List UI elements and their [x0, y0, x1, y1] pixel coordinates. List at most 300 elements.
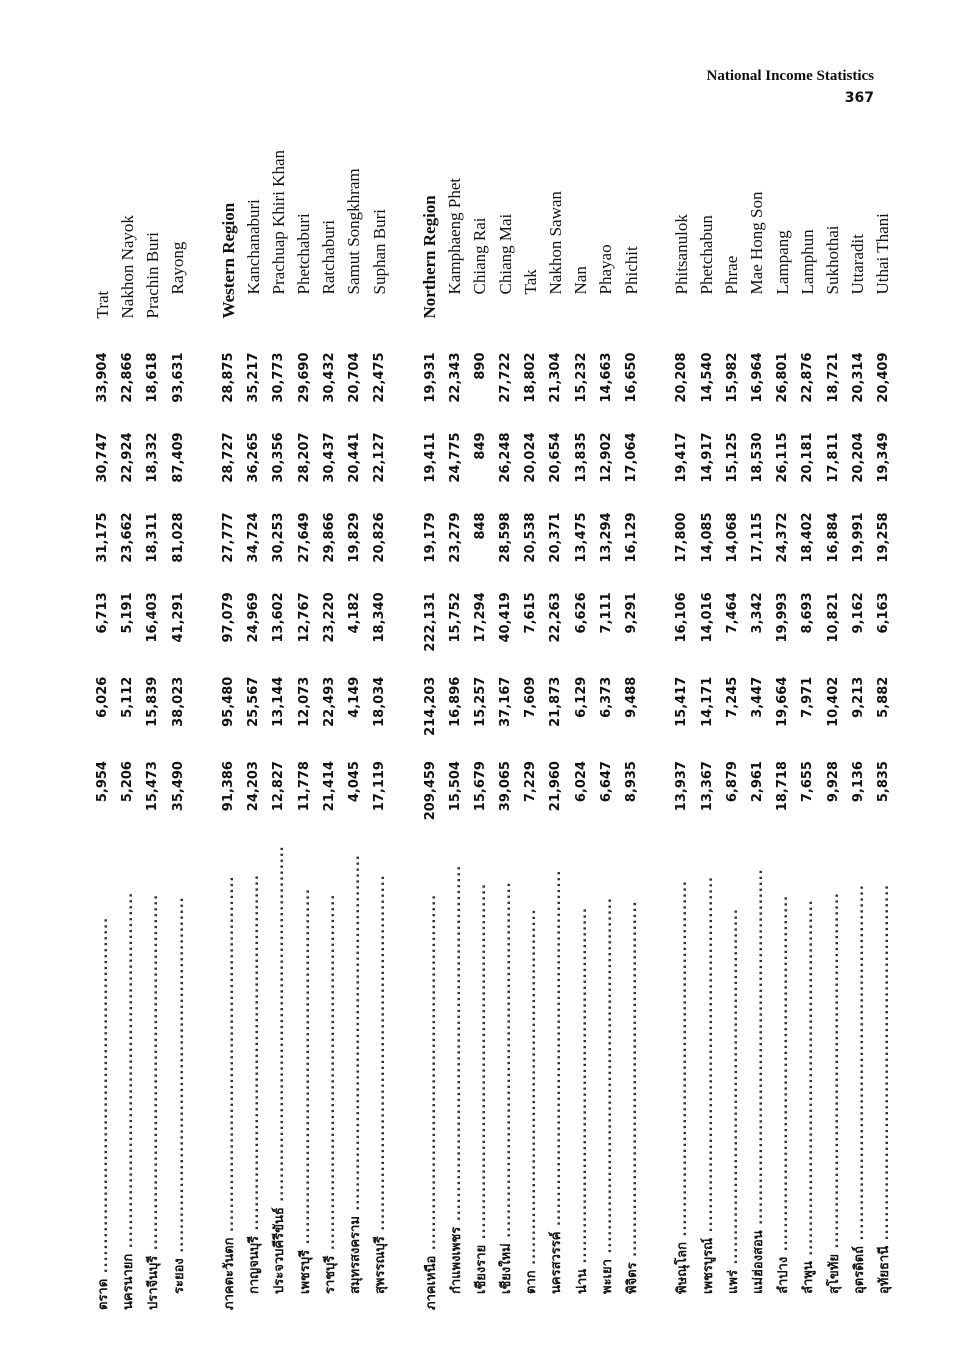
- thai-label: ภาคเหนือ: [423, 1255, 439, 1310]
- value-cell: 20,181: [800, 432, 816, 483]
- value-cell: 13,294: [598, 512, 614, 563]
- leader-dots: ............................................................: [272, 845, 288, 1208]
- english-label: Phichit: [621, 246, 641, 295]
- value-cell: 97,079: [221, 592, 237, 643]
- value-cell: 20,409: [875, 352, 891, 403]
- leader-dots: ............................................................: [247, 874, 263, 1236]
- value-cell: 18,802: [523, 352, 539, 403]
- leader-dots: ............................................................: [373, 874, 389, 1237]
- value-cell: 39,065: [498, 761, 514, 812]
- value-cell: 93,631: [170, 352, 186, 403]
- value-cell: 28,727: [221, 432, 237, 483]
- value-cell: 28,875: [221, 352, 237, 403]
- spacer-cell: [191, 150, 216, 1310]
- value-cell: 26,248: [498, 432, 514, 483]
- leader-dots: ............................................................: [121, 891, 137, 1254]
- leader-dots: ............................................................: [851, 884, 867, 1246]
- value-cell: 17,811: [825, 432, 841, 483]
- value-cell: 19,179: [422, 512, 438, 563]
- thai-label-cell: [115, 845, 140, 1310]
- value-cell: 87,409: [170, 432, 186, 483]
- english-label: Phetchabun: [697, 215, 717, 295]
- thai-label: แพร่: [725, 1270, 741, 1294]
- value-cell: 20,024: [523, 432, 539, 483]
- leader-dots: ............................................................: [876, 884, 892, 1246]
- value-cell: 4,045: [346, 761, 362, 803]
- value-cell: 29,690: [296, 352, 312, 403]
- value-cell: 7,615: [523, 592, 539, 634]
- value-cell: 6,626: [573, 592, 589, 634]
- value-cell: 17,294: [472, 592, 488, 643]
- value-cell: 28,207: [296, 432, 312, 483]
- table-row: [443, 150, 468, 1310]
- value-cell: 13,144: [271, 676, 287, 727]
- thai-label: ภาคตะวันตก: [222, 1237, 238, 1310]
- value-cell: 7,609: [523, 676, 539, 718]
- thai-label: ตราด: [96, 1278, 112, 1310]
- thai-label: ลำปาง: [776, 1256, 792, 1294]
- table-row: [367, 150, 392, 1310]
- value-cell: 16,964: [749, 352, 765, 403]
- thai-label: นครนายก: [121, 1253, 137, 1310]
- value-cell: 23,279: [447, 512, 463, 563]
- value-cell: 28,598: [498, 512, 514, 563]
- page-header: [707, 66, 875, 110]
- thai-label: อุตรดิตถ์: [851, 1246, 867, 1294]
- row-spacer: [191, 150, 216, 1310]
- table-row: [543, 150, 568, 1310]
- value-cell: 5,191: [120, 592, 136, 634]
- thai-label-cell: [468, 845, 493, 1310]
- table-row: [720, 150, 745, 1310]
- table-row: [745, 150, 770, 1310]
- value-cell: 19,258: [875, 512, 891, 563]
- english-label: Phayao: [596, 244, 616, 295]
- thai-label-cell: [569, 845, 594, 1310]
- value-cell: 21,414: [321, 761, 337, 812]
- thai-label-cell: [417, 845, 442, 1310]
- value-cell: 5,882: [875, 676, 891, 718]
- value-cell: 15,839: [145, 676, 161, 727]
- value-cell: 36,265: [246, 432, 262, 483]
- value-cell: 13,475: [573, 512, 589, 563]
- leader-dots: ............................................................: [473, 883, 489, 1245]
- thai-label: ปราจีนบุรี: [146, 1255, 162, 1310]
- value-cell: 13,835: [573, 432, 589, 483]
- table-row: [493, 150, 518, 1310]
- value-cell: 18,530: [749, 432, 765, 483]
- leader-dots: ............................................................: [96, 916, 112, 1279]
- value-cell: 20,371: [548, 512, 564, 563]
- value-cell: 31,175: [95, 512, 111, 563]
- value-cell: 9,162: [850, 592, 866, 634]
- thai-label: เพชรบุรี: [297, 1249, 313, 1294]
- leader-dots: ............................................................: [574, 907, 590, 1269]
- thai-label: สุพรรณบุรี: [373, 1236, 389, 1294]
- value-cell: 18,618: [145, 352, 161, 403]
- thai-label-cell: [241, 845, 266, 1310]
- english-label: Phetchaburi: [294, 213, 314, 295]
- value-cell: 37,167: [498, 676, 514, 727]
- row-spacer: [644, 150, 669, 1310]
- value-cell: 23,220: [321, 592, 337, 643]
- value-cell: 22,876: [800, 352, 816, 403]
- leader-dots: ............................................................: [347, 854, 363, 1217]
- thai-label-cell: [720, 845, 745, 1310]
- value-cell: 30,773: [271, 352, 287, 403]
- thai-label-cell: [795, 845, 820, 1310]
- english-label: Nan: [571, 266, 591, 295]
- value-cell: 15,473: [145, 761, 161, 812]
- value-cell: 22,343: [447, 352, 463, 403]
- thai-label: ราชบุรี: [322, 1255, 338, 1294]
- table-row: [820, 150, 845, 1310]
- value-cell: 15,232: [573, 352, 589, 403]
- thai-label-cell: [266, 845, 291, 1310]
- value-cell: 214,203: [422, 676, 438, 736]
- thai-label-cell: [745, 845, 770, 1310]
- value-cell: 18,311: [145, 512, 161, 563]
- value-cell: 849: [472, 432, 488, 460]
- thai-label-cell: [518, 845, 543, 1310]
- thai-label: น่าน: [574, 1268, 590, 1294]
- thai-label-cell: [619, 845, 644, 1310]
- value-cell: 24,372: [775, 512, 791, 563]
- value-cell: 9,928: [825, 761, 841, 803]
- table-row: [468, 150, 493, 1310]
- value-cell: 14,171: [699, 676, 715, 727]
- thai-label-cell: [695, 845, 720, 1310]
- thai-label: เชียงราย: [473, 1244, 489, 1294]
- thai-label-cell: [292, 845, 317, 1310]
- value-cell: 20,826: [372, 512, 388, 563]
- value-cell: 30,432: [321, 352, 337, 403]
- rotated-table-container: [90, 150, 893, 1310]
- english-label: Lampang: [772, 230, 792, 295]
- value-cell: 6,024: [573, 761, 589, 803]
- thai-label: พิจิตร: [625, 1262, 641, 1294]
- value-cell: 17,119: [372, 761, 388, 812]
- thai-label: สมุทรสงคราม: [347, 1216, 363, 1294]
- english-label: Uthai Thani: [873, 213, 893, 295]
- value-cell: 18,718: [775, 761, 791, 812]
- value-cell: 20,208: [674, 352, 690, 403]
- value-cell: 4,149: [346, 676, 362, 718]
- value-cell: 6,879: [724, 761, 740, 803]
- value-cell: 3,447: [749, 676, 765, 718]
- value-cell: 15,982: [724, 352, 740, 403]
- value-cell: 19,664: [775, 676, 791, 727]
- value-cell: 6,163: [875, 592, 891, 634]
- value-cell: 34,724: [246, 512, 262, 563]
- english-label: Lamphun: [797, 229, 817, 295]
- value-cell: 16,403: [145, 592, 161, 643]
- english-label: Prachin Buri: [142, 232, 162, 319]
- value-cell: 30,747: [95, 432, 111, 483]
- value-cell: 13,937: [674, 761, 690, 812]
- value-cell: 6,647: [598, 761, 614, 803]
- thai-label-cell: [342, 845, 367, 1310]
- value-cell: 29,866: [321, 512, 337, 563]
- thai-label-cell: [871, 845, 896, 1310]
- value-cell: 6,713: [95, 592, 111, 634]
- value-cell: 13,367: [699, 761, 715, 812]
- value-cell: 8,935: [624, 761, 640, 803]
- value-cell: 19,931: [422, 352, 438, 403]
- value-cell: 16,884: [825, 512, 841, 563]
- leader-dots: ............................................................: [599, 897, 615, 1260]
- table-row: [241, 150, 266, 1310]
- leader-dots: ............................................................: [171, 896, 187, 1259]
- value-cell: 13,602: [271, 592, 287, 643]
- leader-dots: ............................................................: [524, 908, 540, 1271]
- value-cell: 209,459: [422, 761, 438, 821]
- value-cell: 5,206: [120, 761, 136, 803]
- leader-dots: ............................................................: [146, 893, 162, 1256]
- value-cell: 6,129: [573, 676, 589, 718]
- english-label: Prachuap Khiri Khan: [268, 150, 288, 295]
- thai-label: เชียงใหม่: [499, 1243, 515, 1294]
- thai-label: พะเยา: [599, 1259, 615, 1294]
- table-row: [619, 150, 644, 1310]
- thai-label-cell: [846, 845, 871, 1310]
- value-cell: 22,127: [372, 432, 388, 483]
- value-cell: 9,213: [850, 676, 866, 718]
- thai-label: ประจวบคีรีขันธ์: [272, 1207, 288, 1294]
- value-cell: 17,115: [749, 512, 765, 563]
- thai-label: นครสวรรค์: [549, 1231, 565, 1294]
- table-row: [569, 150, 594, 1310]
- region-row: [216, 150, 241, 1310]
- table-row: [166, 150, 191, 1310]
- value-cell: 15,752: [447, 592, 463, 643]
- thai-label-cell: [543, 845, 568, 1310]
- leader-dots: ............................................................: [700, 876, 716, 1238]
- value-cell: 20,704: [346, 352, 362, 403]
- value-cell: 22,263: [548, 592, 564, 643]
- leader-dots: ............................................................: [549, 869, 565, 1232]
- value-cell: 12,073: [296, 676, 312, 727]
- leader-dots: ............................................................: [625, 900, 641, 1263]
- thai-label-cell: [317, 845, 342, 1310]
- table-row: [342, 150, 367, 1310]
- value-cell: 19,829: [346, 512, 362, 563]
- value-cell: 18,332: [145, 432, 161, 483]
- value-cell: 15,417: [674, 676, 690, 727]
- english-label: Western Region: [218, 202, 238, 319]
- english-label: Ratchaburi: [319, 219, 339, 295]
- english-label: Chiang Mai: [495, 213, 515, 295]
- value-cell: 7,245: [724, 676, 740, 718]
- value-cell: 26,115: [775, 432, 791, 483]
- leader-dots: ............................................................: [776, 894, 792, 1257]
- value-cell: 20,204: [850, 432, 866, 483]
- value-cell: 890: [472, 352, 488, 380]
- value-cell: 26,801: [775, 352, 791, 403]
- thai-label: กำแพงเพชร: [448, 1226, 464, 1294]
- value-cell: 15,504: [447, 761, 463, 812]
- leader-dots: ............................................................: [801, 899, 817, 1262]
- value-cell: 30,437: [321, 432, 337, 483]
- value-cell: 9,136: [850, 761, 866, 803]
- leader-dots: ............................................................: [297, 888, 313, 1250]
- table-row: [292, 150, 317, 1310]
- thai-label: พิษณุโลก: [675, 1241, 691, 1294]
- value-cell: 91,386: [221, 761, 237, 812]
- leader-dots: ............................................................: [423, 893, 439, 1256]
- value-cell: 7,655: [800, 761, 816, 803]
- value-cell: 24,203: [246, 761, 262, 812]
- value-cell: 14,540: [699, 352, 715, 403]
- thai-label-cell: [820, 845, 845, 1310]
- value-cell: 14,016: [699, 592, 715, 643]
- value-cell: 4,182: [346, 592, 362, 634]
- table-row: [846, 150, 871, 1310]
- value-cell: 25,567: [246, 676, 262, 727]
- value-cell: 14,917: [699, 432, 715, 483]
- english-label: Samut Songkhram: [344, 168, 364, 295]
- value-cell: 16,896: [447, 676, 463, 727]
- table-row: [140, 150, 165, 1310]
- thai-label-cell: [669, 845, 694, 1310]
- table-row: [695, 150, 720, 1310]
- thai-label-cell: [770, 845, 795, 1310]
- spacer-cell: [644, 150, 669, 1310]
- table-row: [317, 150, 342, 1310]
- value-cell: 15,125: [724, 432, 740, 483]
- value-cell: 15,679: [472, 761, 488, 812]
- running-title: National Income Statistics: [706, 68, 874, 84]
- value-cell: 12,902: [598, 432, 614, 483]
- value-cell: 16,650: [624, 352, 640, 403]
- leader-dots: ............................................................: [222, 875, 238, 1238]
- leader-dots: ............................................................: [725, 908, 741, 1271]
- provincial-income-table: [90, 150, 896, 1310]
- table-row: [518, 150, 543, 1310]
- value-cell: 30,356: [271, 432, 287, 483]
- leader-dots: ............................................................: [675, 880, 691, 1242]
- english-label: Kanchanaburi: [243, 199, 263, 295]
- value-cell: 41,291: [170, 592, 186, 643]
- thai-label-cell: [140, 845, 165, 1310]
- value-cell: 6,373: [598, 676, 614, 718]
- value-cell: 19,349: [875, 432, 891, 483]
- value-cell: 15,257: [472, 676, 488, 727]
- english-label: Uttaradit: [848, 234, 868, 295]
- table-row: [770, 150, 795, 1310]
- value-cell: 7,464: [724, 592, 740, 634]
- value-cell: 8,693: [800, 592, 816, 634]
- english-label: Nakhon Nayok: [117, 215, 137, 319]
- english-label: Trat: [92, 290, 112, 319]
- value-cell: 7,111: [598, 592, 614, 634]
- thai-label: ตาก: [524, 1270, 540, 1294]
- thai-label-cell: [443, 845, 468, 1310]
- value-cell: 22,866: [120, 352, 136, 403]
- value-cell: 5,835: [875, 761, 891, 803]
- value-cell: 12,827: [271, 761, 287, 812]
- value-cell: 5,954: [95, 761, 111, 803]
- value-cell: 19,993: [775, 592, 791, 643]
- row-spacer: [392, 150, 417, 1310]
- value-cell: 27,722: [498, 352, 514, 403]
- thai-label-cell: [216, 845, 241, 1310]
- value-cell: 9,488: [624, 676, 640, 718]
- leader-dots: ............................................................: [448, 864, 464, 1227]
- value-cell: 21,960: [548, 761, 564, 812]
- english-label: Mae Hong Son: [747, 191, 767, 295]
- thai-label-cell: [90, 845, 115, 1310]
- value-cell: 30,253: [271, 512, 287, 563]
- thai-label-cell: [367, 845, 392, 1310]
- table-row: [266, 150, 291, 1310]
- leader-dots: ............................................................: [322, 893, 338, 1256]
- table-row: [115, 150, 140, 1310]
- leader-dots: ............................................................: [750, 868, 766, 1231]
- value-cell: 19,417: [674, 432, 690, 483]
- value-cell: 16,106: [674, 592, 690, 643]
- value-cell: 14,068: [724, 512, 740, 563]
- value-cell: 22,493: [321, 676, 337, 727]
- value-cell: 17,800: [674, 512, 690, 563]
- value-cell: 22,475: [372, 352, 388, 403]
- english-label: Phrae: [722, 255, 742, 295]
- value-cell: 33,904: [95, 352, 111, 403]
- table-row: [594, 150, 619, 1310]
- table-row: [795, 150, 820, 1310]
- thai-label: แม่ฮ่องสอน: [750, 1230, 766, 1294]
- value-cell: 14,663: [598, 352, 614, 403]
- value-cell: 81,028: [170, 512, 186, 563]
- value-cell: 18,340: [372, 592, 388, 643]
- table-body: [90, 150, 896, 1310]
- english-label: Chiang Rai: [470, 217, 490, 295]
- thai-label-cell: [594, 845, 619, 1310]
- thai-label-cell: [493, 845, 518, 1310]
- value-cell: 20,538: [523, 512, 539, 563]
- value-cell: 22,924: [120, 432, 136, 483]
- region-row: [417, 150, 442, 1310]
- value-cell: 9,291: [624, 592, 640, 634]
- value-cell: 222,131: [422, 592, 438, 652]
- english-label: Suphan Buri: [369, 208, 389, 295]
- english-label: Kamphaeng Phet: [445, 177, 465, 295]
- thai-label: ลำพูน: [801, 1261, 817, 1294]
- thai-label-cell: [166, 845, 191, 1310]
- value-cell: 12,767: [296, 592, 312, 643]
- value-cell: 20,314: [850, 352, 866, 403]
- table-row: [90, 150, 115, 1310]
- value-cell: 5,112: [120, 676, 136, 718]
- value-cell: 21,873: [548, 676, 564, 727]
- value-cell: 27,649: [296, 512, 312, 563]
- value-cell: 6,026: [95, 676, 111, 718]
- value-cell: 35,217: [246, 352, 262, 403]
- value-cell: 19,411: [422, 432, 438, 483]
- table-row: [871, 150, 896, 1310]
- english-label: Nakhon Sawan: [545, 191, 565, 295]
- english-label: Rayong: [168, 241, 188, 295]
- value-cell: 23,662: [120, 512, 136, 563]
- value-cell: 24,969: [246, 592, 262, 643]
- value-cell: 11,778: [296, 761, 312, 812]
- leader-dots: ............................................................: [826, 892, 842, 1254]
- value-cell: 27,777: [221, 512, 237, 563]
- value-cell: 10,402: [825, 676, 841, 727]
- english-label: Sukhothai: [823, 225, 843, 295]
- spacer-cell: [392, 150, 417, 1310]
- value-cell: 10,821: [825, 592, 841, 643]
